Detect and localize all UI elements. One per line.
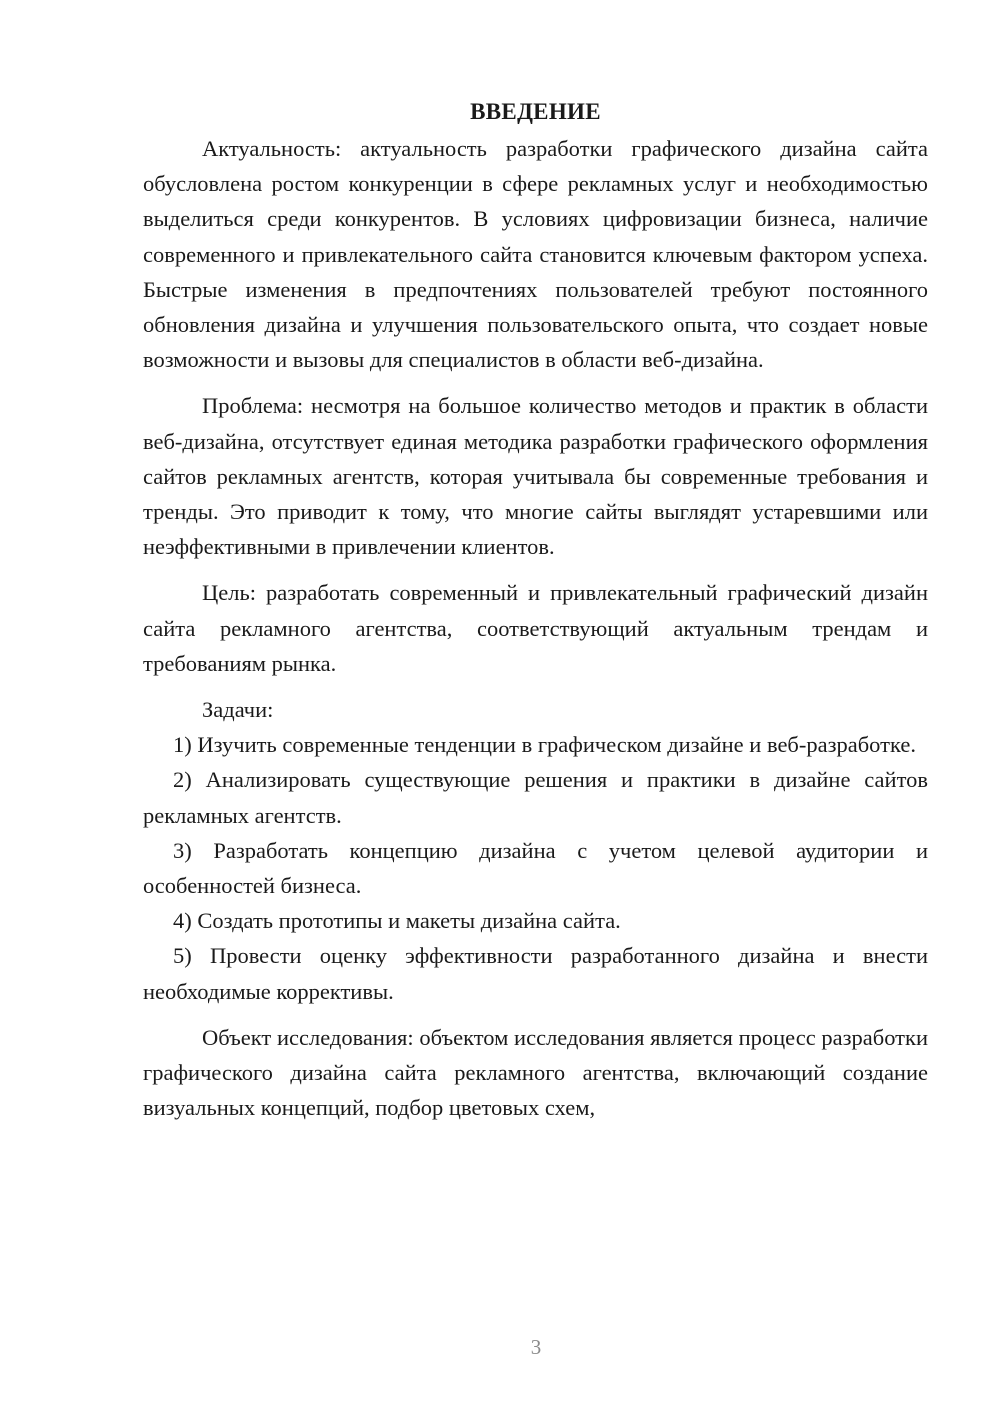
object-paragraph: Объект исследования: объектом исследования является процесс разработки графического дизайна сайта рекламного агентства, включающий создание визуальных концепций, подбор цветовых схем, [143,1024,928,1121]
page-content [143,94,928,1125]
tasks-heading: Задачи: [202,697,274,723]
task-item: 2) Анализировать существующие решения и практики в дизайне сайтов рекламных агентств. [143,767,928,828]
page-title: ВВЕДЕНИЕ [470,99,601,124]
page-number: 3 [530,1335,542,1359]
task-item: 3) Разработать концепцию дизайна с учетом целевой аудитории и особенностей бизнеса. [143,837,928,899]
task-item: 1) Изучить современные тенденции в графическом дизайне и веб-разработке. [173,732,916,758]
relevance-paragraph: Актуальность: актуальность разработки графического дизайна сайта обусловлена ростом конкуренции в сфере рекламных услуг и необходимостью выделиться среди конкурентов. В условиях цифровизации бизнеса, наличие современного и привлекательного сайта становится ключевым фактором успеха. Быстрые изменения в предпочтениях пользователей требуют постоянного обновления дизайна и улучшения пользовательского опыта, что создает новые возможности и вызовы для специалистов в области веб-дизайна. [143,136,928,373]
problem-paragraph: Проблема: несмотря на большое количество методов и практик в области веб-дизайна, отсутствует единая методика разработки графического оформления сайтов рекламных агентств, которая учитывала бы современные требования и тренды. Это приводит к тому, что многие сайты выглядят устаревшими или неэффективными в привлечении клиентов. [143,393,928,560]
task-item: 4) Создать прототипы и макеты дизайна сайта. [173,908,621,934]
goal-paragraph: Цель: разработать современный и привлекательный графический дизайн сайта рекламного агентства, соответствующий актуальным трендам и требованиям рынка. [143,580,928,676]
task-item: 5) Провести оценку эффективности разработанного дизайна и внести необходимые коррективы. [143,943,928,1004]
